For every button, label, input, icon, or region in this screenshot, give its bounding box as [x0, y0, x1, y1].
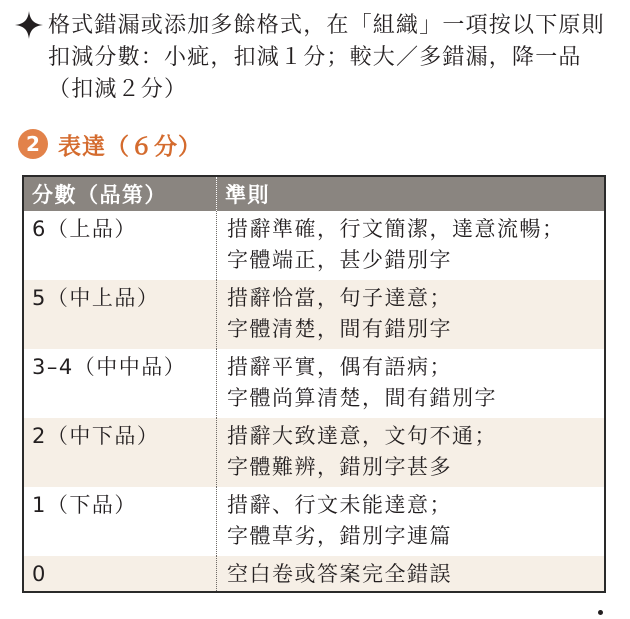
criteria-line: 措辭平實，偶有語病； [227, 355, 452, 379]
criteria-line: 措辭準確，行文簡潔，達意流暢； [227, 217, 565, 241]
criteria-cell [217, 418, 606, 487]
section-heading [18, 126, 202, 162]
criteria-cell [217, 349, 606, 418]
four-point-star-icon [14, 10, 44, 40]
score-cell: 1（下品） [23, 487, 217, 556]
criteria-line: 字體端正，甚少錯別字 [227, 248, 452, 272]
table-row [23, 211, 605, 280]
header-criteria: 準則 [217, 176, 606, 211]
score-cell: 5（中上品） [23, 280, 217, 349]
intro-note [14, 10, 614, 106]
table-row [23, 418, 605, 487]
header-score: 分數（品第） [23, 176, 217, 211]
table-header-row [23, 176, 605, 211]
section-number-badge: 2 [18, 129, 48, 159]
score-cell: 3–4（中中品） [23, 349, 217, 418]
score-cell: 0 [23, 556, 217, 592]
criteria-line: 措辭恰當，句子達意； [227, 286, 452, 310]
criteria-line: 措辭大致達意，文句不通； [227, 424, 497, 448]
criteria-line: 字體尚算清楚，間有錯別字 [227, 386, 497, 410]
criteria-cell [217, 487, 606, 556]
intro-text: 格式錯漏或添加多餘格式，在「組織」一項按以下原則扣減分數：小疵，扣減１分；較大／多錯漏，降一品（扣減２分） [48, 13, 605, 102]
table-row [23, 280, 605, 349]
criteria-cell [217, 211, 606, 280]
criteria-line: 字體清楚，間有錯別字 [227, 317, 452, 341]
table-row [23, 349, 605, 418]
criteria-cell [217, 556, 606, 592]
section-title: 表達（６分） [58, 133, 202, 160]
criteria-cell [217, 280, 606, 349]
criteria-line: 字體草劣，錯別字連篇 [227, 524, 452, 548]
criteria-line: 字體難辨，錯別字甚多 [227, 455, 452, 479]
score-cell: 6（上品） [23, 211, 217, 280]
criteria-line: 空白卷或答案完全錯誤 [227, 562, 452, 586]
rubric-table [22, 175, 606, 593]
score-cell: 2（中下品） [23, 418, 217, 487]
page-dot [598, 610, 603, 615]
table-row [23, 556, 605, 592]
criteria-line: 措辭、行文未能達意； [227, 493, 452, 517]
table-row [23, 487, 605, 556]
